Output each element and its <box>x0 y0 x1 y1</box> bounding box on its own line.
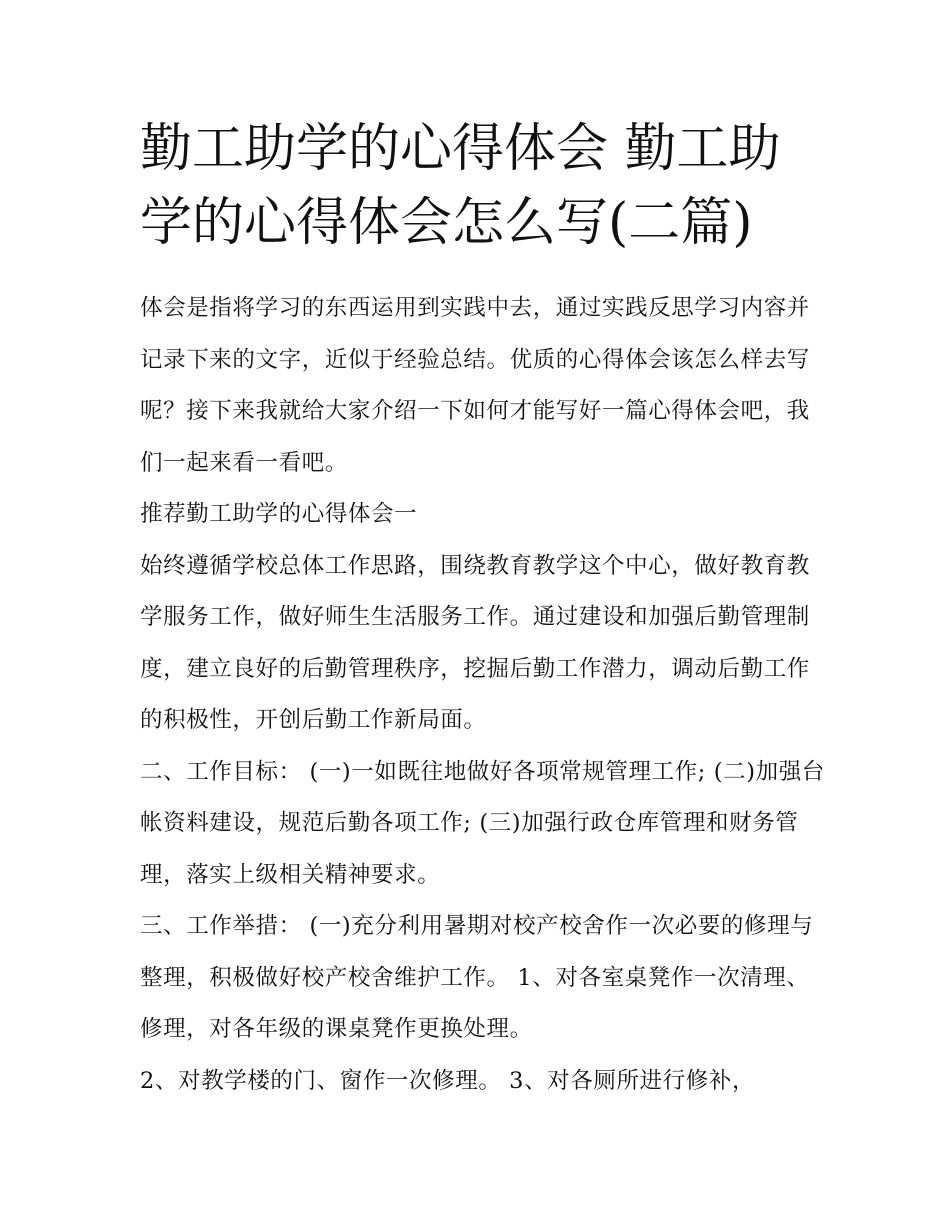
document-title: 勤工助学的心得体会 勤工助学的心得体会怎么写(二篇) <box>140 119 781 253</box>
list-continuation-paragraph: 2、对教学楼的门、窗作一次修理。 3、对各厕所进行修补， <box>140 1067 756 1094</box>
work-measures-paragraph: 三、工作举措： (一)充分利用暑期对校产校舍作一次必要的修理与整理，积极做好校产校舍维护工作。 1、对各室桌凳作一次清理、修理，对各年级的课桌凳作更换处理。 <box>140 913 814 1042</box>
section-heading: 推荐勤工助学的心得体会一 <box>140 501 418 527</box>
document-body <box>140 283 830 1107</box>
work-goals-paragraph: 二、工作目标： (一)一如既往地做好各项常规管理工作; (二)加强台帐资料建设，规范后勤各项工作; (三)加强行政仓库管理和财务管理，落实上级相关精神要求。 <box>140 758 825 888</box>
body-paragraph: 始终遵循学校总体工作思路，围绕教育教学这个中心，做好教育教学服务工作，做好师生生活服务工作。通过建设和加强后勤管理制度，建立良好的后勤管理秩序，挖掘后勤工作潜力，调动后勤工作的积极性，开创后勤工作新局面。 <box>140 552 810 733</box>
intro-paragraph: 体会是指将学习的东西运用到实践中去，通过实践反思学习内容并记录下来的文字，近似于经验总结。优质的心得体会该怎么样去写呢？接下来我就给大家介绍一下如何才能写好一篇心得体会吧，我们一起来看一看吧。 <box>140 295 810 476</box>
